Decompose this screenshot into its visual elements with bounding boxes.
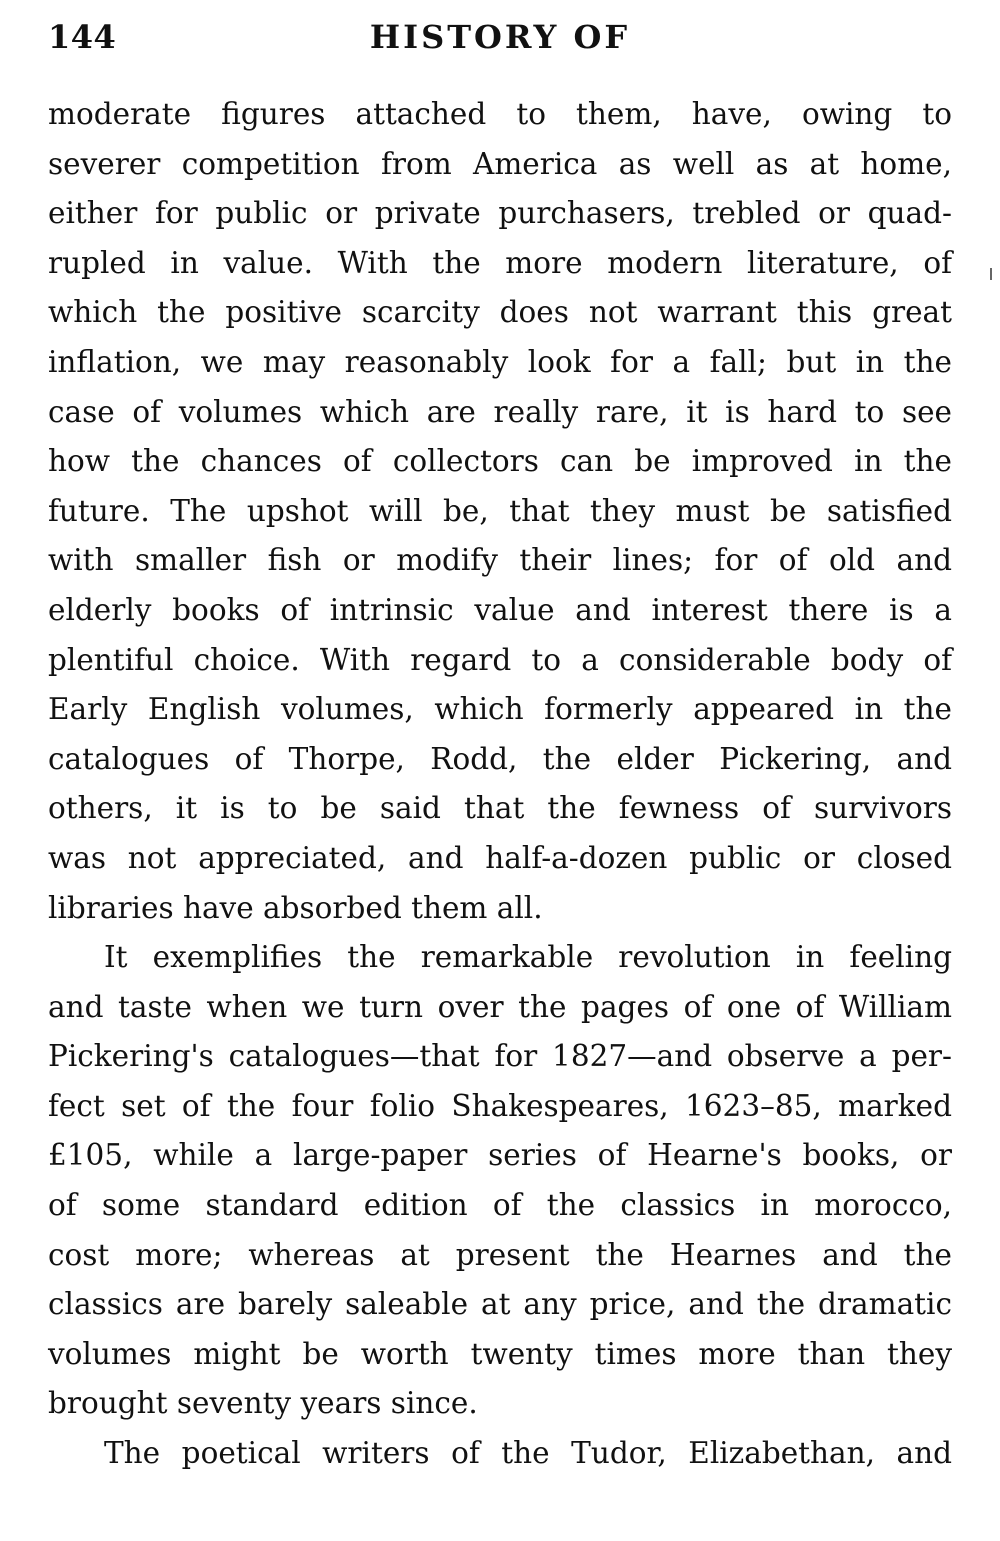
- text-line: catalogues of Thorpe, Rodd, the elder Pickering, and: [48, 741, 952, 776]
- text-line: Early English volumes, which formerly appeared in the: [48, 692, 952, 727]
- running-head: [48, 18, 952, 62]
- text-line: Pickering's catalogues—that for 1827—and observe a per-: [48, 1039, 952, 1074]
- text-line: fect set of the four folio Shakespeares, 1623–85, marked: [48, 1088, 952, 1123]
- paragraph-2: [48, 933, 952, 1429]
- page-number: 144: [48, 18, 117, 56]
- text-line: classics are barely saleable at any price, and the dramatic: [48, 1287, 952, 1322]
- text-line: It exemplifies the remarkable revolution in feeling: [104, 940, 952, 975]
- scan-mark: [990, 268, 992, 280]
- paragraph-1: [48, 90, 952, 933]
- text-line: volumes might be worth twenty times more than they: [48, 1336, 952, 1371]
- text-line: elderly books of intrinsic value and interest there is a: [48, 592, 952, 627]
- body-text: [48, 90, 952, 1479]
- text-line: severer competition from America as well as at home,: [48, 146, 952, 181]
- text-line: case of volumes which are really rare, it is hard to see: [48, 394, 952, 429]
- text-line: future. The upshot will be, that they must be satisfied: [48, 493, 952, 528]
- text-line: The poetical writers of the Tudor, Elizabethan, and: [104, 1436, 952, 1471]
- text-line: £105, while a large-paper series of Hearne's books, or: [48, 1138, 952, 1173]
- text-line: which the positive scarcity does not warrant this great: [48, 295, 952, 330]
- text-line: how the chances of collectors can be improved in the: [48, 444, 952, 479]
- text-line: with smaller fish or modify their lines; for of old and: [48, 543, 952, 578]
- text-line: of some standard edition of the classics in morocco,: [48, 1188, 952, 1223]
- book-page: [48, 18, 952, 1479]
- text-line: plentiful choice. With regard to a considerable body of: [48, 642, 952, 677]
- text-line: was not appreciated, and half-a-dozen public or closed: [48, 840, 952, 875]
- text-line: inflation, we may reasonably look for a fall; but in the: [48, 344, 952, 379]
- text-line: others, it is to be said that the fewness of survivors: [48, 791, 952, 826]
- text-line: rupled in value. With the more modern literature, of: [48, 245, 952, 280]
- text-line: moderate figures attached to them, have, owing to: [48, 97, 952, 131]
- paragraph-3: [48, 1429, 952, 1479]
- text-line: cost more; whereas at present the Hearnes and the: [48, 1237, 952, 1272]
- running-title: HISTORY OF: [369, 18, 631, 56]
- text-line: libraries have absorbed them all.: [48, 890, 543, 925]
- text-line: brought seventy years since.: [48, 1386, 478, 1421]
- text-line: and taste when we turn over the pages of one of William: [48, 989, 952, 1024]
- text-line: either for public or private purchasers, trebled or quad-: [48, 196, 952, 231]
